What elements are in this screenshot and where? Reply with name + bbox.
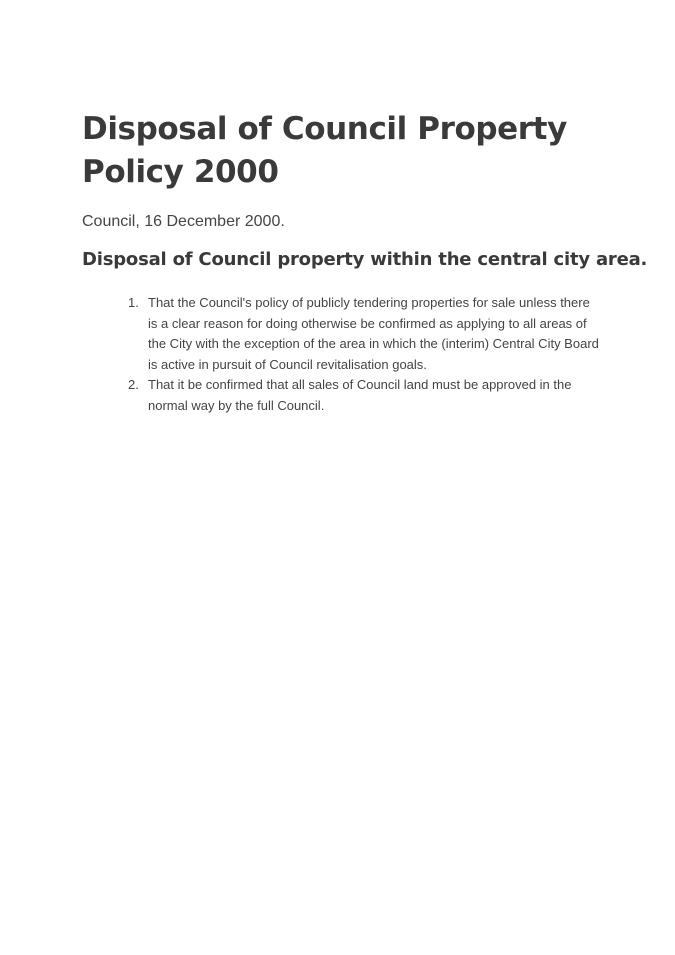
list-item-text: That the Council's policy of publicly tendering properties for sale unless there is a clear reason for doing otherwise be confirmed as applying to all areas of the City with the exception of the area in which the (interim) Central City Board is active in pursuit of Council revitalisation goals.: [148, 295, 599, 372]
list-item-number: 1.: [128, 295, 139, 310]
document-title-line-2: Policy 2000: [82, 154, 279, 190]
document-meta: Council, 16 December 2000.: [82, 213, 285, 230]
list-item-number: 2.: [128, 377, 139, 392]
document-title: [82, 108, 602, 194]
list-item: [82, 375, 602, 416]
section-heading: Disposal of Council property within the central city area.: [82, 249, 648, 270]
document-page: [82, 108, 648, 416]
list-item: [82, 293, 602, 375]
resolution-list: [82, 293, 602, 416]
document-title-line-1: Disposal of Council Property: [82, 111, 567, 147]
list-item-text: That it be confirmed that all sales of Council land must be approved in the normal way by the full Council.: [148, 377, 572, 413]
